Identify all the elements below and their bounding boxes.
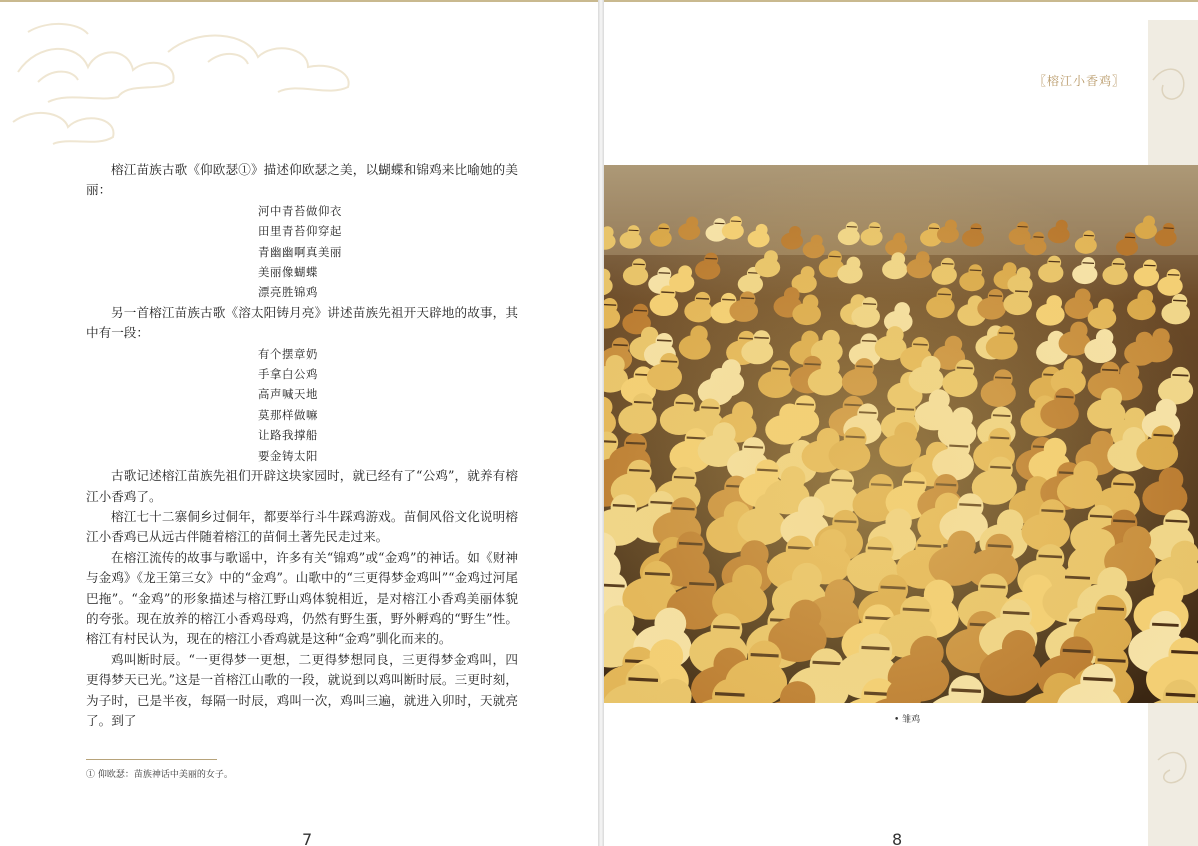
page-number-right: 8: [892, 830, 903, 846]
paragraph-group-3: [86, 466, 518, 731]
chicks-photo: [604, 165, 1198, 703]
paragraph-group-2: [86, 303, 518, 344]
left-page: [0, 0, 598, 846]
poem-line: 让路我撑船: [258, 428, 318, 443]
paragraph: 鸡叫断时辰。“一更得梦一更想，二更得梦想同良，三更得梦金鸡叫，四更得梦天已光。”这是一首榕江山歌的一段，就说到以鸡叫断时辰。三更时刻，为子时，已是半夜，每隔一时辰，鸡叫一次，鸡叫三遍，就进入卯时，天就亮了。到了: [86, 651, 518, 728]
paragraph: 榕江苗族古歌《仰欧瑟①》描述仰欧瑟之美，以蝴蝶和锦鸡来比喻她的美丽：: [86, 162, 518, 198]
page-number-left: 7: [302, 830, 313, 846]
paragraph: 古歌记述榕江苗族先祖们开辟这块家园时，就已经有了“公鸡”，就养有榕江小香鸡了。: [86, 468, 518, 504]
poem-line: 漂亮胜锦鸡: [258, 285, 318, 300]
footnote-divider: [86, 759, 217, 760]
paragraph: 在榕江流传的故事与歌谣中，许多有关“锦鸡”或“金鸡”的神话。如《财神与金鸡》《龙王第三女》中的“金鸡”。山歌中的“三更得梦金鸡叫”“金鸡过河尾巴拖”。“金鸡”的形象描述与榕江野山鸡体貌相近，是对榕江小香鸡美丽体貌的夸张。现在放养的榕江小香鸡母鸡，仍然有野生蛋，野外孵鸡的“野生”性。榕江有村民认为，现在的榕江小香鸡就是这种“金鸡”驯化而来的。: [86, 549, 518, 647]
poem-line: 青幽幽啊真美丽: [258, 244, 342, 259]
poem-line: 有个摆章奶: [258, 346, 318, 361]
body-text: [86, 160, 518, 731]
photo-caption: • 雏鸡: [894, 715, 921, 725]
poem-line: 河中青苔做仰衣: [258, 203, 342, 218]
running-head: 〖榕江小香鸡〗: [1034, 74, 1126, 88]
poem-line: 田里青苔仰穿起: [258, 224, 342, 239]
poem-line: 高声喊天地: [258, 387, 318, 402]
poem-line: 要金铸太阳: [258, 448, 318, 463]
footnote: ① 仰欧瑟：苗族神话中美丽的女子。: [86, 770, 233, 780]
paragraph: 榕江七十二寨侗乡过侗年，都要举行斗牛踩鸡游戏。苗侗风俗文化说明榕江小香鸡已从远古伴随着榕江的苗侗土著先民走过来。: [86, 508, 518, 545]
poem-line: 美丽像蝴蝶: [258, 265, 318, 280]
paragraph-group-1: [86, 160, 518, 201]
paragraph: 另一首榕江苗族古歌《溶太阳铸月亮》讲述苗族先祖开天辟地的故事，其中有一段：: [86, 304, 518, 341]
poem-verse-2: [86, 344, 518, 466]
right-page: [604, 0, 1198, 846]
poem-line: 莫那样做嘛: [258, 407, 318, 422]
cloud-pattern-decoration: [8, 12, 368, 152]
poem-line: 手拿白公鸡: [258, 367, 318, 382]
poem-verse-1: [86, 201, 518, 303]
